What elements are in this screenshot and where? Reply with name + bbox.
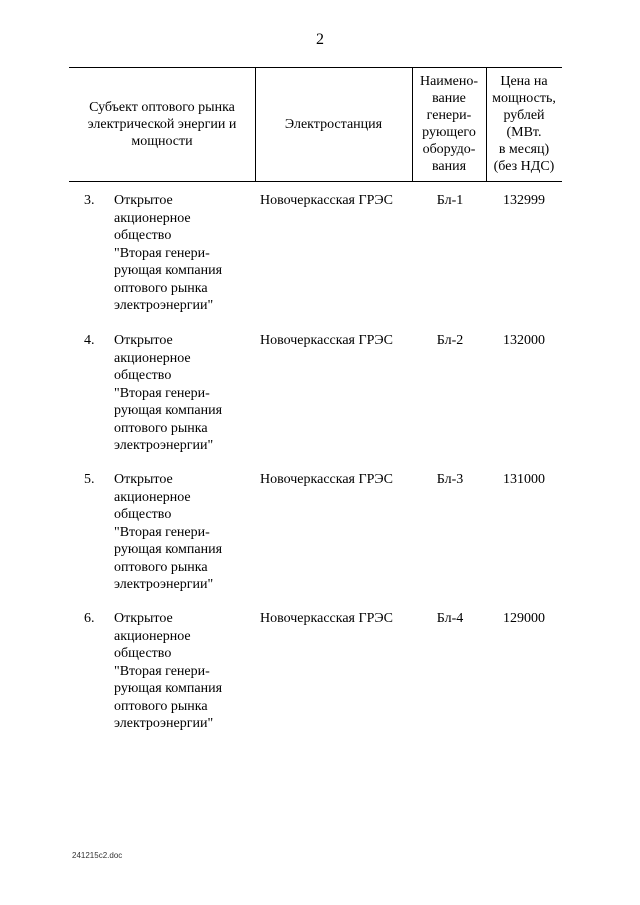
row-number: 3. <box>84 193 95 208</box>
header-price: Цена на мощность, рублей (МВт. в месяц) (без НДС) <box>492 74 556 174</box>
row-number: 5. <box>84 472 95 487</box>
table-row <box>0 332 640 472</box>
row-equipment: Бл-4 <box>436 611 464 626</box>
row-station: Новочеркасская ГРЭС <box>260 193 393 208</box>
row-number: 6. <box>84 611 95 626</box>
row-price: 131000 <box>503 472 545 487</box>
row-subject: Открытое акционерное общество "Вторая генери- рующая компания оптового рынка электроэнергии" <box>114 193 223 313</box>
row-subject: Открытое акционерное общество "Вторая генери- рующая компания оптового рынка электроэнергии" <box>114 333 223 453</box>
row-subject: Открытое акционерное общество "Вторая генери- рующая компания оптового рынка электроэнергии" <box>114 611 223 731</box>
row-number: 4. <box>84 333 95 348</box>
row-station: Новочеркасская ГРЭС <box>260 333 393 348</box>
row-station: Новочеркасская ГРЭС <box>260 611 393 626</box>
row-subject: Открытое акционерное общество "Вторая генери- рующая компания оптового рынка электроэнергии" <box>114 472 223 592</box>
table-row <box>0 610 640 750</box>
row-station: Новочеркасская ГРЭС <box>260 472 393 487</box>
header-equipment: Наимено- вание генери- рующего оборудо- вания <box>419 74 479 174</box>
row-equipment: Бл-1 <box>436 193 464 208</box>
table-row <box>0 471 640 611</box>
document-filename: 241215c2.doc <box>72 851 123 860</box>
row-price: 132999 <box>503 193 545 208</box>
row-price: 132000 <box>503 333 545 348</box>
row-equipment: Бл-3 <box>436 472 464 487</box>
header-station: Электростанция <box>284 116 383 132</box>
table-header-rule <box>69 181 562 182</box>
table-row <box>0 192 640 332</box>
header-subject: Субъект оптового рынка электрической энергии и мощности <box>87 99 237 149</box>
row-price: 129000 <box>503 611 545 626</box>
row-equipment: Бл-2 <box>436 333 464 348</box>
page-number: 2 <box>316 31 324 48</box>
